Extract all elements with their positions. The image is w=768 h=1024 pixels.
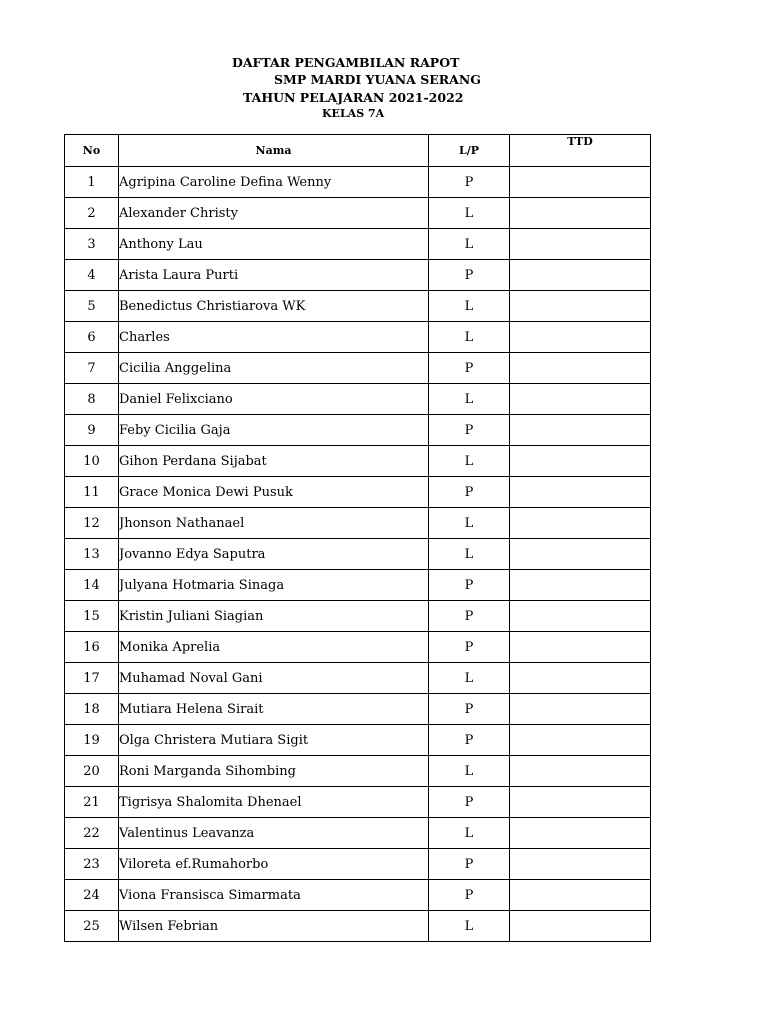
student-name: Viloreta ef.Rumahorbo xyxy=(119,849,429,880)
student-table xyxy=(64,134,651,942)
signature-cell[interactable] xyxy=(510,384,651,415)
signature-cell[interactable] xyxy=(510,787,651,818)
signature-cell[interactable] xyxy=(510,198,651,229)
row-number: 10 xyxy=(65,446,119,477)
student-name: Muhamad Noval Gani xyxy=(119,663,429,694)
student-name: Wilsen Febrian xyxy=(119,911,429,942)
row-number: 8 xyxy=(65,384,119,415)
gender-cell: P xyxy=(429,570,510,601)
table-header-row xyxy=(65,135,651,167)
signature-cell[interactable] xyxy=(510,663,651,694)
signature-cell[interactable] xyxy=(510,632,651,663)
gender-cell: L xyxy=(429,818,510,849)
gender-cell: P xyxy=(429,477,510,508)
row-number: 17 xyxy=(65,663,119,694)
student-name: Roni Marganda Sihombing xyxy=(119,756,429,787)
school-name: SMP MARDI YUANA SERANG xyxy=(274,72,481,87)
student-name: Feby Cicilia Gaja xyxy=(119,415,429,446)
signature-cell[interactable] xyxy=(510,880,651,911)
gender-cell: P xyxy=(429,632,510,663)
student-name: Jovanno Edya Saputra xyxy=(119,539,429,570)
column-header-nama: Nama xyxy=(119,135,429,167)
signature-cell[interactable] xyxy=(510,415,651,446)
row-number: 11 xyxy=(65,477,119,508)
row-number: 16 xyxy=(65,632,119,663)
row-number: 1 xyxy=(65,167,119,198)
signature-cell[interactable] xyxy=(510,291,651,322)
row-number: 24 xyxy=(65,880,119,911)
gender-cell: L xyxy=(429,229,510,260)
row-number: 9 xyxy=(65,415,119,446)
signature-cell[interactable] xyxy=(510,849,651,880)
table-row xyxy=(65,756,651,787)
gender-cell: L xyxy=(429,911,510,942)
row-number: 14 xyxy=(65,570,119,601)
row-number: 2 xyxy=(65,198,119,229)
signature-cell[interactable] xyxy=(510,353,651,384)
gender-cell: L xyxy=(429,384,510,415)
gender-cell: L xyxy=(429,756,510,787)
gender-cell: P xyxy=(429,353,510,384)
table-row xyxy=(65,601,651,632)
gender-cell: P xyxy=(429,849,510,880)
signature-cell[interactable] xyxy=(510,601,651,632)
gender-cell: L xyxy=(429,539,510,570)
table-row xyxy=(65,694,651,725)
signature-cell[interactable] xyxy=(510,260,651,291)
row-number: 18 xyxy=(65,694,119,725)
table-row xyxy=(65,353,651,384)
table-row xyxy=(65,880,651,911)
row-number: 6 xyxy=(65,322,119,353)
student-name: Kristin Juliani Siagian xyxy=(119,601,429,632)
row-number: 3 xyxy=(65,229,119,260)
table-row xyxy=(65,508,651,539)
row-number: 12 xyxy=(65,508,119,539)
table-row xyxy=(65,849,651,880)
row-number: 15 xyxy=(65,601,119,632)
gender-cell: P xyxy=(429,694,510,725)
row-number: 7 xyxy=(65,353,119,384)
student-name: Olga Christera Mutiara Sigit xyxy=(119,725,429,756)
table-row xyxy=(65,229,651,260)
row-number: 5 xyxy=(65,291,119,322)
signature-cell[interactable] xyxy=(510,508,651,539)
column-header-ttd: TTD xyxy=(510,135,651,167)
row-number: 21 xyxy=(65,787,119,818)
signature-cell[interactable] xyxy=(510,446,651,477)
table-row xyxy=(65,570,651,601)
gender-cell: P xyxy=(429,260,510,291)
gender-cell: L xyxy=(429,663,510,694)
table-row xyxy=(65,787,651,818)
table-row xyxy=(65,446,651,477)
row-number: 23 xyxy=(65,849,119,880)
table-row xyxy=(65,911,651,942)
table-row xyxy=(65,322,651,353)
gender-cell: P xyxy=(429,415,510,446)
student-name: Gihon Perdana Sijabat xyxy=(119,446,429,477)
signature-cell[interactable] xyxy=(510,539,651,570)
gender-cell: P xyxy=(429,787,510,818)
gender-cell: L xyxy=(429,446,510,477)
table-row xyxy=(65,260,651,291)
row-number: 20 xyxy=(65,756,119,787)
gender-cell: L xyxy=(429,291,510,322)
table-row xyxy=(65,725,651,756)
gender-cell: P xyxy=(429,601,510,632)
signature-cell[interactable] xyxy=(510,725,651,756)
student-name: Alexander Christy xyxy=(119,198,429,229)
table-row xyxy=(65,198,651,229)
student-name: Arista Laura Purti xyxy=(119,260,429,291)
column-header-no: No xyxy=(65,135,119,167)
signature-cell[interactable] xyxy=(510,570,651,601)
table-row xyxy=(65,539,651,570)
student-name: Daniel Felixciano xyxy=(119,384,429,415)
academic-year: TAHUN PELAJARAN 2021-2022 xyxy=(243,90,464,105)
signature-cell[interactable] xyxy=(510,167,651,198)
row-number: 13 xyxy=(65,539,119,570)
student-name: Agripina Caroline Defina Wenny xyxy=(119,167,429,198)
student-name: Julyana Hotmaria Sinaga xyxy=(119,570,429,601)
table-row xyxy=(65,415,651,446)
student-name: Grace Monica Dewi Pusuk xyxy=(119,477,429,508)
student-name: Jhonson Nathanael xyxy=(119,508,429,539)
gender-cell: P xyxy=(429,725,510,756)
table-row xyxy=(65,477,651,508)
row-number: 22 xyxy=(65,818,119,849)
signature-cell[interactable] xyxy=(510,694,651,725)
signature-cell[interactable] xyxy=(510,911,651,942)
table-row xyxy=(65,632,651,663)
table-row xyxy=(65,291,651,322)
gender-cell: L xyxy=(429,508,510,539)
gender-cell: L xyxy=(429,198,510,229)
signature-cell[interactable] xyxy=(510,322,651,353)
table-row xyxy=(65,384,651,415)
row-number: 19 xyxy=(65,725,119,756)
student-name: Benedictus Christiarova WK xyxy=(119,291,429,322)
gender-cell: P xyxy=(429,167,510,198)
signature-cell[interactable] xyxy=(510,818,651,849)
signature-cell[interactable] xyxy=(510,756,651,787)
student-name: Monika Aprelia xyxy=(119,632,429,663)
row-number: 4 xyxy=(65,260,119,291)
gender-cell: L xyxy=(429,322,510,353)
gender-cell: P xyxy=(429,880,510,911)
student-name: Mutiara Helena Sirait xyxy=(119,694,429,725)
student-name: Tigrisya Shalomita Dhenael xyxy=(119,787,429,818)
document-title: DAFTAR PENGAMBILAN RAPOT xyxy=(232,55,460,70)
class-label: KELAS 7A xyxy=(322,107,385,120)
student-name: Valentinus Leavanza xyxy=(119,818,429,849)
signature-cell[interactable] xyxy=(510,477,651,508)
student-name: Anthony Lau xyxy=(119,229,429,260)
row-number: 25 xyxy=(65,911,119,942)
table-row xyxy=(65,167,651,198)
student-name: Cicilia Anggelina xyxy=(119,353,429,384)
table-row xyxy=(65,818,651,849)
student-name: Charles xyxy=(119,322,429,353)
signature-cell[interactable] xyxy=(510,229,651,260)
column-header-lp: L/P xyxy=(429,135,510,167)
table-row xyxy=(65,663,651,694)
student-name: Viona Fransisca Simarmata xyxy=(119,880,429,911)
